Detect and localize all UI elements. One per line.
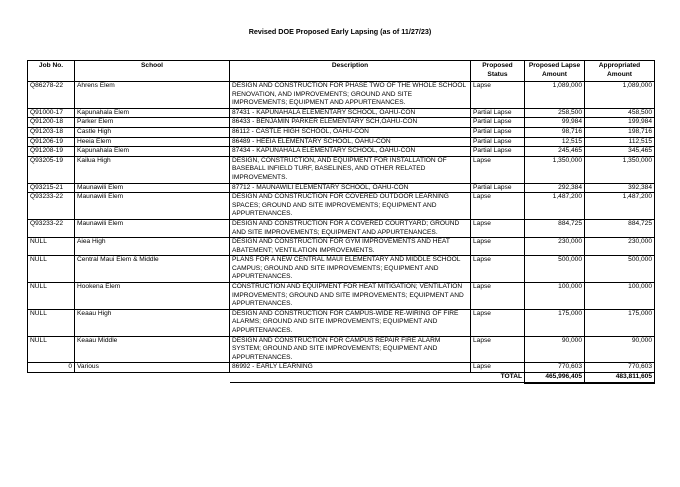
table-row — [28, 219, 655, 237]
table-row — [28, 137, 655, 147]
appropriated-amount-cell: 175,000 — [585, 309, 655, 336]
table-row — [28, 238, 655, 256]
total-appropriated-amount: 483,811,605 — [585, 373, 655, 383]
job-no-cell: Q91000-17 — [28, 108, 75, 118]
school-cell: Kapunahala Elem — [75, 147, 230, 157]
school-cell: Kailua High — [75, 156, 230, 183]
school-cell: Heeia Elem — [75, 137, 230, 147]
school-cell: Keaau Middle — [75, 336, 230, 363]
appropriated-amount-cell: 199,984 — [585, 118, 655, 128]
status-cell: Lapse — [471, 309, 525, 336]
header-description: Description — [230, 61, 471, 82]
status-cell: Partial Lapse — [471, 183, 525, 193]
header-proposed-lapse-amount: Proposed Lapse Amount — [525, 61, 585, 82]
description-cell: 86489 - HEEIA ELEMENTARY SCHOOL, OAHU-CON — [230, 137, 471, 147]
status-cell: Lapse — [471, 283, 525, 310]
table-header-row — [28, 61, 655, 82]
appropriated-amount-cell: 198,716 — [585, 127, 655, 137]
job-no-cell: NULL — [28, 238, 75, 256]
table-row — [28, 309, 655, 336]
table-row — [28, 193, 655, 220]
lapse-amount-cell: 770,603 — [525, 363, 585, 373]
status-cell: Partial Lapse — [471, 137, 525, 147]
job-no-cell: Q93205-19 — [28, 156, 75, 183]
description-cell: 87434 - KAPUNAHALA ELEMENTARY SCHOOL, OAHU-CON — [230, 147, 471, 157]
appropriated-amount-cell: 112,515 — [585, 137, 655, 147]
description-cell: DESIGN AND CONSTRUCTION FOR CAMPUS-WIDE RE-WIRING OF FIRE ALARMS; GROUND AND SITE IMPROVEMENTS; EQUIPMENT AND APPURTENANCES. — [230, 309, 471, 336]
lapse-amount-cell: 90,000 — [525, 336, 585, 363]
status-cell: Lapse — [471, 193, 525, 220]
lapse-amount-cell: 1,487,200 — [525, 193, 585, 220]
description-cell: CONSTRUCTION AND EQUIPMENT FOR HEAT MITIGATION; VENTILATION IMPROVEMENTS; GROUND AND SITE IMPROVEMENTS; EQUIPMENT AND APPURTENANCES. — [230, 283, 471, 310]
lapse-amount-cell: 258,500 — [525, 108, 585, 118]
description-cell: 87712 - MAUNAWILI ELEMENTARY SCHOOL, OAHU-CON — [230, 183, 471, 193]
status-cell: Lapse — [471, 219, 525, 237]
status-cell: Lapse — [471, 336, 525, 363]
school-cell: Maunawili Elem — [75, 193, 230, 220]
lapse-amount-cell: 1,089,000 — [525, 82, 585, 109]
school-cell: Ahrens Elem — [75, 82, 230, 109]
table-row — [28, 256, 655, 283]
description-cell: DESIGN AND CONSTRUCTION FOR COVERED OUTDOOR LEARNING SPACES; GROUND AND SITE IMPROVEMENTS; EQUIPMENT AND APPURTENANCES. — [230, 193, 471, 220]
table-row — [28, 156, 655, 183]
school-cell: Aiea High — [75, 238, 230, 256]
description-cell: DESIGN AND CONSTRUCTION FOR CAMPUS REPAIR FIRE ALARM SYSTEM; GROUND AND SITE IMPROVEMENTS; EQUIPMENT AND APPURTENANCES. — [230, 336, 471, 363]
description-cell: 87431 - KAPUNAHALA ELEMENTARY SCHOOL, OAHU-CON — [230, 108, 471, 118]
job-no-cell: Q86278-22 — [28, 82, 75, 109]
appropriated-amount-cell: 100,000 — [585, 283, 655, 310]
job-no-cell: NULL — [28, 256, 75, 283]
school-cell: Central Maui Elem & Middle — [75, 256, 230, 283]
school-cell: Various — [75, 363, 230, 373]
lapse-amount-cell: 230,000 — [525, 238, 585, 256]
school-cell: Maunawili Elem — [75, 219, 230, 237]
total-row — [28, 373, 655, 383]
appropriated-amount-cell: 90,000 — [585, 336, 655, 363]
appropriated-amount-cell: 770,603 — [585, 363, 655, 373]
table-row — [28, 108, 655, 118]
school-cell: Castle High — [75, 127, 230, 137]
table-row — [28, 183, 655, 193]
appropriated-amount-cell: 230,000 — [585, 238, 655, 256]
lapse-amount-cell: 500,000 — [525, 256, 585, 283]
lapse-amount-cell: 1,350,000 — [525, 156, 585, 183]
lapse-amount-cell: 100,000 — [525, 283, 585, 310]
total-spacer — [75, 373, 230, 383]
appropriated-amount-cell: 1,089,000 — [585, 82, 655, 109]
lapse-amount-cell: 292,384 — [525, 183, 585, 193]
school-cell: Kapunahala Elem — [75, 108, 230, 118]
total-label: TOTAL — [230, 373, 525, 383]
appropriated-amount-cell: 1,487,200 — [585, 193, 655, 220]
job-no-cell: Q91206-19 — [28, 137, 75, 147]
status-cell: Lapse — [471, 156, 525, 183]
status-cell: Partial Lapse — [471, 127, 525, 137]
job-no-cell: Q93233-22 — [28, 219, 75, 237]
table-row — [28, 283, 655, 310]
job-no-cell: Q91200-18 — [28, 118, 75, 128]
school-cell: Maunawili Elem — [75, 183, 230, 193]
job-no-cell: Q93233-22 — [28, 193, 75, 220]
status-cell: Lapse — [471, 238, 525, 256]
description-cell: DESIGN, CONSTRUCTION, AND EQUIPMENT FOR INSTALLATION OF BASEBALL INFIELD TURF, BASELINES, AND OTHER RELATED IMPROVEMENTS. — [230, 156, 471, 183]
header-proposed-status: Proposed Status — [471, 61, 525, 82]
job-no-cell: 0 — [28, 363, 75, 373]
lapse-amount-cell: 98,716 — [525, 127, 585, 137]
table-row — [28, 118, 655, 128]
table-row — [28, 82, 655, 109]
job-no-cell: NULL — [28, 283, 75, 310]
lapse-amount-cell: 884,725 — [525, 219, 585, 237]
status-cell: Lapse — [471, 363, 525, 373]
school-cell: Parker Elem — [75, 118, 230, 128]
header-job-no: Job No. — [28, 61, 75, 82]
description-cell: 86112 - CASTLE HIGH SCHOOL, OAHU-CON — [230, 127, 471, 137]
appropriated-amount-cell: 458,500 — [585, 108, 655, 118]
description-cell: DESIGN AND CONSTRUCTION FOR A COVERED COURTYARD; GROUND AND SITE IMPROVEMENTS; EQUIPMENT AND APPURTENANCES. — [230, 219, 471, 237]
document-title: Revised DOE Proposed Early Lapsing (as of 11/27/23) — [248, 27, 432, 36]
table-row — [28, 147, 655, 157]
status-cell: Partial Lapse — [471, 108, 525, 118]
school-cell: Keaau High — [75, 309, 230, 336]
description-cell: PLANS FOR A NEW CENTRAL MAUI ELEMENTARY AND MIDDLE SCHOOL CAMPUS; GROUND AND SITE IMPROVEMENTS; EQUIPMENT AND APPURTENANCES. — [230, 256, 471, 283]
lapse-amount-cell: 175,000 — [525, 309, 585, 336]
lapse-amount-cell: 245,465 — [525, 147, 585, 157]
lapse-amount-cell: 99,984 — [525, 118, 585, 128]
table-row — [28, 127, 655, 137]
header-school: School — [75, 61, 230, 82]
job-no-cell: Q91203-18 — [28, 127, 75, 137]
status-cell: Lapse — [471, 82, 525, 109]
appropriated-amount-cell: 884,725 — [585, 219, 655, 237]
school-cell: Hookena Elem — [75, 283, 230, 310]
status-cell: Lapse — [471, 256, 525, 283]
job-no-cell: Q93215-21 — [28, 183, 75, 193]
table-body — [28, 82, 655, 383]
lapse-amount-cell: 12,515 — [525, 137, 585, 147]
total-lapse-amount: 465,996,405 — [525, 373, 585, 383]
appropriated-amount-cell: 345,465 — [585, 147, 655, 157]
job-no-cell: Q91208-19 — [28, 147, 75, 157]
description-cell: DESIGN AND CONSTRUCTION FOR GYM IMPROVEMENTS AND HEAT ABATEMENT; VENTILATION IMPROVEMENTS. — [230, 238, 471, 256]
job-no-cell: NULL — [28, 336, 75, 363]
description-cell: 86992 - EARLY LEARNING — [230, 363, 471, 373]
description-cell: DESIGN AND CONSTRUCTION FOR PHASE TWO OF THE WHOLE SCHOOL RENOVATION, AND IMPROVEMENTS; GROUND AND SITE IMPROVEMENTS; EQUIPMENT AND APPURTENANCES. — [230, 82, 471, 109]
table-row — [28, 336, 655, 363]
job-no-cell: NULL — [28, 309, 75, 336]
total-spacer — [28, 373, 75, 383]
status-cell: Partial Lapse — [471, 118, 525, 128]
appropriated-amount-cell: 500,000 — [585, 256, 655, 283]
status-cell: Partial Lapse — [471, 147, 525, 157]
description-cell: 86433 - BENJAMIN PARKER ELEMENTARY SCH,OAHU-CON — [230, 118, 471, 128]
appropriated-amount-cell: 392,384 — [585, 183, 655, 193]
header-appropriated-amount: Appropriated Amount — [585, 61, 655, 82]
lapsing-table — [27, 60, 655, 384]
table-row — [28, 363, 655, 373]
appropriated-amount-cell: 1,350,000 — [585, 156, 655, 183]
